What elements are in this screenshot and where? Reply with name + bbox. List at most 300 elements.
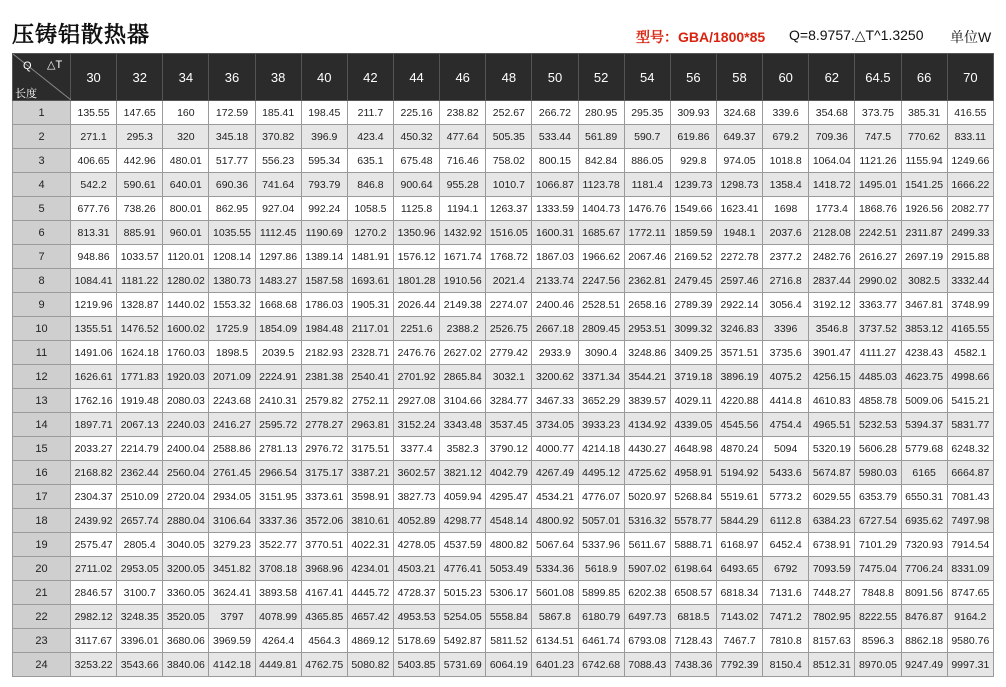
table-row xyxy=(13,605,994,629)
heat-value-cell: 5094 xyxy=(763,437,809,461)
heat-value-cell: 1926.56 xyxy=(901,197,947,221)
heat-value-cell: 3544.21 xyxy=(624,365,670,389)
heat-value-cell: 1984.48 xyxy=(301,317,347,341)
heat-value-cell: 2381.38 xyxy=(301,365,347,389)
heat-value-cell: 590.61 xyxy=(117,173,163,197)
heat-value-cell: 675.48 xyxy=(393,149,439,173)
heat-value-cell: 6508.57 xyxy=(670,581,716,605)
heat-value-cell: 2133.74 xyxy=(532,269,578,293)
heat-value-cell: 2169.52 xyxy=(670,245,716,269)
heat-value-cell: 4295.47 xyxy=(486,485,532,509)
heat-value-cell: 6180.79 xyxy=(578,605,624,629)
heat-value-cell: 3582.3 xyxy=(440,437,486,461)
heat-value-cell: 4564.3 xyxy=(301,629,347,653)
heat-value-cell: 280.95 xyxy=(578,101,624,125)
heat-value-cell: 2837.44 xyxy=(809,269,855,293)
table-row xyxy=(13,389,994,413)
heat-value-cell: 8091.56 xyxy=(901,581,947,605)
heat-value-cell: 6727.54 xyxy=(855,509,901,533)
heat-value-cell: 5674.87 xyxy=(809,461,855,485)
heat-value-cell: 2809.45 xyxy=(578,317,624,341)
heat-value-cell: 8150.4 xyxy=(763,653,809,677)
heat-value-cell: 6818.5 xyxy=(670,605,716,629)
table-row xyxy=(13,173,994,197)
heat-value-cell: 3840.06 xyxy=(163,653,209,677)
heat-value-cell: 1476.52 xyxy=(117,317,163,341)
heat-value-cell: 2400.46 xyxy=(532,293,578,317)
heat-value-cell: 5779.68 xyxy=(901,437,947,461)
heat-value-cell: 5519.61 xyxy=(716,485,762,509)
heat-value-cell: 974.05 xyxy=(716,149,762,173)
heat-value-cell: 2251.6 xyxy=(393,317,439,341)
heat-value-cell: 1898.5 xyxy=(209,341,255,365)
heat-value-cell: 1483.27 xyxy=(255,269,301,293)
heat-value-cell: 2128.08 xyxy=(809,221,855,245)
heat-value-cell: 3090.4 xyxy=(578,341,624,365)
heat-value-cell: 2697.19 xyxy=(901,245,947,269)
table-row xyxy=(13,365,994,389)
heat-value-cell: 4029.11 xyxy=(670,389,716,413)
heat-value-cell: 8512.31 xyxy=(809,653,855,677)
heat-value-cell: 4414.8 xyxy=(763,389,809,413)
heat-value-cell: 561.89 xyxy=(578,125,624,149)
heat-value-cell: 211.7 xyxy=(347,101,393,125)
heat-value-cell: 1600.31 xyxy=(532,221,578,245)
heat-value-cell: 4278.05 xyxy=(393,533,439,557)
heat-value-cell: 1380.73 xyxy=(209,269,255,293)
heat-value-cell: 5433.6 xyxy=(763,461,809,485)
heat-value-cell: 3200.62 xyxy=(532,365,578,389)
heat-value-cell: 4998.66 xyxy=(947,365,993,389)
heat-value-cell: 3409.25 xyxy=(670,341,716,365)
heat-value-cell: 2933.9 xyxy=(532,341,578,365)
heat-value-cell: 3117.67 xyxy=(71,629,117,653)
column-header-delta-t: 60 xyxy=(763,54,809,101)
heat-value-cell: 1867.03 xyxy=(532,245,578,269)
heat-value-cell: 5731.69 xyxy=(440,653,486,677)
heat-value-cell: 5867.8 xyxy=(532,605,578,629)
table-body xyxy=(13,101,994,677)
heat-value-cell: 266.72 xyxy=(532,101,578,125)
heat-value-cell: 477.64 xyxy=(440,125,486,149)
table-row xyxy=(13,557,994,581)
heat-value-cell: 2274.07 xyxy=(486,293,532,317)
heat-value-cell: 4167.41 xyxy=(301,581,347,605)
heat-value-cell: 3200.05 xyxy=(163,557,209,581)
heat-value-cell: 2595.72 xyxy=(255,413,301,437)
heat-value-cell: 5316.32 xyxy=(624,509,670,533)
heat-value-cell: 3827.73 xyxy=(393,485,439,509)
heat-value-cell: 2616.27 xyxy=(855,245,901,269)
heat-value-cell: 3396 xyxy=(763,317,809,341)
heat-value-cell: 1058.5 xyxy=(347,197,393,221)
heat-value-cell: 4548.14 xyxy=(486,509,532,533)
table-row xyxy=(13,581,994,605)
heat-value-cell: 7081.43 xyxy=(947,485,993,509)
heat-value-cell: 3032.1 xyxy=(486,365,532,389)
heat-value-cell: 3100.7 xyxy=(117,581,163,605)
heat-value-cell: 1600.02 xyxy=(163,317,209,341)
heat-value-cell: 9164.2 xyxy=(947,605,993,629)
heat-value-cell: 2880.04 xyxy=(163,509,209,533)
heat-value-cell: 2846.57 xyxy=(71,581,117,605)
heat-value-cell: 295.35 xyxy=(624,101,670,125)
heat-value-cell: 640.01 xyxy=(163,173,209,197)
heat-value-cell: 619.86 xyxy=(670,125,716,149)
heat-value-cell: 3396.01 xyxy=(117,629,163,653)
corner-q-label: Q xyxy=(23,60,32,72)
heat-value-cell: 3968.96 xyxy=(301,557,347,581)
heat-value-cell: 1495.01 xyxy=(855,173,901,197)
heat-value-cell: 6134.51 xyxy=(532,629,578,653)
heat-value-cell: 354.68 xyxy=(809,101,855,125)
heat-value-cell: 3810.61 xyxy=(347,509,393,533)
heat-value-cell: 5811.52 xyxy=(486,629,532,653)
heat-value-cell: 2701.92 xyxy=(393,365,439,389)
heat-value-cell: 4059.94 xyxy=(440,485,486,509)
heat-value-cell: 6384.23 xyxy=(809,509,855,533)
heat-value-cell: 6461.74 xyxy=(578,629,624,653)
heat-value-cell: 4256.15 xyxy=(809,365,855,389)
heat-value-cell: 1298.73 xyxy=(716,173,762,197)
heat-value-cell: 6452.4 xyxy=(763,533,809,557)
table-row xyxy=(13,509,994,533)
heat-value-cell: 6742.68 xyxy=(578,653,624,677)
heat-value-cell: 955.28 xyxy=(440,173,486,197)
heat-value-cell: 1208.14 xyxy=(209,245,255,269)
heat-value-cell: 1263.37 xyxy=(486,197,532,221)
heat-value-cell: 3104.66 xyxy=(440,389,486,413)
heat-value-cell: 3734.05 xyxy=(532,413,578,437)
heat-value-cell: 1084.41 xyxy=(71,269,117,293)
heat-value-cell: 6029.55 xyxy=(809,485,855,509)
heat-value-cell: 8596.3 xyxy=(855,629,901,653)
heat-value-cell: 185.41 xyxy=(255,101,301,125)
heat-value-cell: 4142.18 xyxy=(209,653,255,677)
row-length-cell: 15 xyxy=(13,437,71,461)
heat-value-cell: 2479.45 xyxy=(670,269,716,293)
heat-value-cell: 2328.71 xyxy=(347,341,393,365)
heat-value-cell: 846.8 xyxy=(347,173,393,197)
heat-value-cell: 2243.68 xyxy=(209,389,255,413)
heat-value-cell: 1786.03 xyxy=(301,293,347,317)
heat-value-cell: 2476.76 xyxy=(393,341,439,365)
heat-value-cell: 6112.8 xyxy=(763,509,809,533)
page-header xyxy=(0,0,1006,52)
heat-value-cell: 2080.03 xyxy=(163,389,209,413)
heat-value-cell: 4648.98 xyxy=(670,437,716,461)
column-header-delta-t: 52 xyxy=(578,54,624,101)
table-row xyxy=(13,293,994,317)
row-length-cell: 21 xyxy=(13,581,71,605)
heat-value-cell: 635.1 xyxy=(347,149,393,173)
heat-value-cell: 2377.2 xyxy=(763,245,809,269)
heat-value-cell: 3332.44 xyxy=(947,269,993,293)
row-length-cell: 24 xyxy=(13,653,71,677)
heat-value-cell: 3520.05 xyxy=(163,605,209,629)
heat-value-cell: 1491.06 xyxy=(71,341,117,365)
heat-value-cell: 2752.11 xyxy=(347,389,393,413)
heat-value-cell: 4776.41 xyxy=(440,557,486,581)
heat-value-cell: 716.46 xyxy=(440,149,486,173)
heat-value-cell: 3082.5 xyxy=(901,269,947,293)
heat-value-cell: 992.24 xyxy=(301,197,347,221)
heat-value-cell: 1553.32 xyxy=(209,293,255,317)
heat-value-cell: 5980.03 xyxy=(855,461,901,485)
heat-value-cell: 1905.31 xyxy=(347,293,393,317)
heat-value-cell: 1868.76 xyxy=(855,197,901,221)
table-row xyxy=(13,461,994,485)
heat-value-cell: 2149.38 xyxy=(440,293,486,317)
heat-value-cell: 1623.41 xyxy=(716,197,762,221)
heat-value-cell: 8476.87 xyxy=(901,605,947,629)
heat-value-cell: 3748.99 xyxy=(947,293,993,317)
heat-value-cell: 339.6 xyxy=(763,101,809,125)
heat-value-cell: 5415.21 xyxy=(947,389,993,413)
heat-value-cell: 1010.7 xyxy=(486,173,532,197)
row-length-cell: 11 xyxy=(13,341,71,365)
heat-value-cell: 3901.47 xyxy=(809,341,855,365)
heat-value-cell: 6165 xyxy=(901,461,947,485)
heat-value-cell: 1064.04 xyxy=(809,149,855,173)
heat-value-cell: 556.23 xyxy=(255,149,301,173)
heat-value-cell: 1035.55 xyxy=(209,221,255,245)
heat-value-cell: 1190.69 xyxy=(301,221,347,245)
formula-label: Q=8.9757.△T^1.3250 xyxy=(789,27,924,43)
heat-value-cell: 3343.48 xyxy=(440,413,486,437)
heat-value-cell: 2400.04 xyxy=(163,437,209,461)
heat-value-cell: 8222.55 xyxy=(855,605,901,629)
heat-value-cell: 6935.62 xyxy=(901,509,947,533)
column-header-delta-t: 40 xyxy=(301,54,347,101)
heat-value-cell: 3056.4 xyxy=(763,293,809,317)
table-row xyxy=(13,149,994,173)
heat-value-cell: 885.91 xyxy=(117,221,163,245)
heat-value-cell: 1801.28 xyxy=(393,269,439,293)
heat-value-cell: 3770.51 xyxy=(301,533,347,557)
heat-value-cell: 1671.74 xyxy=(440,245,486,269)
heat-value-cell: 5773.2 xyxy=(763,485,809,509)
heat-value-cell: 3624.41 xyxy=(209,581,255,605)
heat-value-cell: 1666.22 xyxy=(947,173,993,197)
heat-value-cell: 4052.89 xyxy=(393,509,439,533)
heat-value-cell: 2953.51 xyxy=(624,317,670,341)
heat-value-cell: 7320.93 xyxy=(901,533,947,557)
heat-value-cell: 373.75 xyxy=(855,101,901,125)
heat-value-cell: 1948.1 xyxy=(716,221,762,245)
heat-value-cell: 3571.51 xyxy=(716,341,762,365)
heat-value-cell: 2720.04 xyxy=(163,485,209,509)
heat-value-cell: 679.2 xyxy=(763,125,809,149)
heat-value-cell: 1219.96 xyxy=(71,293,117,317)
heat-value-cell: 5899.85 xyxy=(578,581,624,605)
heat-value-cell: 5306.17 xyxy=(486,581,532,605)
heat-value-cell: 3708.18 xyxy=(255,557,301,581)
heat-value-cell: 4776.07 xyxy=(578,485,624,509)
heat-value-cell: 4430.27 xyxy=(624,437,670,461)
row-length-cell: 9 xyxy=(13,293,71,317)
heat-value-cell: 6064.19 xyxy=(486,653,532,677)
heat-value-cell: 690.36 xyxy=(209,173,255,197)
heat-value-cell: 3152.24 xyxy=(393,413,439,437)
heat-value-cell: 7438.36 xyxy=(670,653,716,677)
heat-value-cell: 1249.66 xyxy=(947,149,993,173)
heat-value-cell: 7914.54 xyxy=(947,533,993,557)
heat-value-cell: 1432.92 xyxy=(440,221,486,245)
heat-value-cell: 6353.79 xyxy=(855,485,901,509)
heat-value-cell: 1910.56 xyxy=(440,269,486,293)
heat-value-cell: 2915.88 xyxy=(947,245,993,269)
row-length-cell: 4 xyxy=(13,173,71,197)
heat-value-cell: 4022.31 xyxy=(347,533,393,557)
heat-value-cell: 4725.62 xyxy=(624,461,670,485)
heat-value-cell: 1112.45 xyxy=(255,221,301,245)
heat-value-cell: 396.9 xyxy=(301,125,347,149)
heat-value-cell: 929.8 xyxy=(670,149,716,173)
heat-value-cell: 1121.26 xyxy=(855,149,901,173)
heat-value-cell: 3284.77 xyxy=(486,389,532,413)
heat-value-cell: 7088.43 xyxy=(624,653,670,677)
heat-value-cell: 3896.19 xyxy=(716,365,762,389)
heat-value-cell: 4495.12 xyxy=(578,461,624,485)
table-row xyxy=(13,125,994,149)
heat-value-cell: 3373.61 xyxy=(301,485,347,509)
heat-value-cell: 842.84 xyxy=(578,149,624,173)
column-header-delta-t: 46 xyxy=(440,54,486,101)
heat-value-cell: 3387.21 xyxy=(347,461,393,485)
heat-value-cell: 3337.36 xyxy=(255,509,301,533)
row-length-cell: 16 xyxy=(13,461,71,485)
heat-value-cell: 2362.81 xyxy=(624,269,670,293)
heat-value-cell: 2597.46 xyxy=(716,269,762,293)
heat-value-cell: 1773.4 xyxy=(809,197,855,221)
heat-output-table xyxy=(12,53,994,677)
heat-value-cell: 2526.75 xyxy=(486,317,532,341)
heat-value-cell: 3797 xyxy=(209,605,255,629)
heat-value-cell: 741.64 xyxy=(255,173,301,197)
heat-value-cell: 862.95 xyxy=(209,197,255,221)
heat-value-cell: 5057.01 xyxy=(578,509,624,533)
heat-value-cell: 2528.51 xyxy=(578,293,624,317)
heat-value-cell: 5618.9 xyxy=(578,557,624,581)
heat-value-cell: 4267.49 xyxy=(532,461,578,485)
heat-value-cell: 2410.31 xyxy=(255,389,301,413)
heat-value-cell: 9580.76 xyxy=(947,629,993,653)
table-row xyxy=(13,245,994,269)
heat-value-cell: 5831.77 xyxy=(947,413,993,437)
heat-value-cell: 5606.28 xyxy=(855,437,901,461)
table-row xyxy=(13,101,994,125)
heat-value-cell: 1587.58 xyxy=(301,269,347,293)
heat-value-cell: 3522.77 xyxy=(255,533,301,557)
heat-value-cell: 4220.88 xyxy=(716,389,762,413)
heat-value-cell: 2362.44 xyxy=(117,461,163,485)
heat-value-cell: 5394.37 xyxy=(901,413,947,437)
heat-value-cell: 1358.4 xyxy=(763,173,809,197)
table-row xyxy=(13,485,994,509)
heat-value-cell: 385.31 xyxy=(901,101,947,125)
heat-value-cell: 1418.72 xyxy=(809,173,855,197)
heat-value-cell: 1725.9 xyxy=(209,317,255,341)
heat-value-cell: 4075.2 xyxy=(763,365,809,389)
heat-value-cell: 5009.06 xyxy=(901,389,947,413)
row-length-cell: 20 xyxy=(13,557,71,581)
heat-value-cell: 450.32 xyxy=(393,125,439,149)
heat-value-cell: 8157.63 xyxy=(809,629,855,653)
heat-value-cell: 1333.59 xyxy=(532,197,578,221)
heat-value-cell: 3546.8 xyxy=(809,317,855,341)
heat-value-cell: 3853.12 xyxy=(901,317,947,341)
heat-value-cell: 1389.14 xyxy=(301,245,347,269)
heat-value-cell: 295.3 xyxy=(117,125,163,149)
heat-value-cell: 3248.86 xyxy=(624,341,670,365)
heat-value-cell: 271.1 xyxy=(71,125,117,149)
heat-value-cell: 7467.7 xyxy=(716,629,762,653)
heat-value-cell: 927.04 xyxy=(255,197,301,221)
heat-value-cell: 5611.67 xyxy=(624,533,670,557)
heat-value-cell: 2240.03 xyxy=(163,413,209,437)
heat-value-cell: 3893.58 xyxy=(255,581,301,605)
heat-value-cell: 960.01 xyxy=(163,221,209,245)
heat-value-cell: 416.55 xyxy=(947,101,993,125)
heat-value-cell: 1476.76 xyxy=(624,197,670,221)
heat-value-cell: 2242.51 xyxy=(855,221,901,245)
heat-value-cell: 2658.16 xyxy=(624,293,670,317)
heat-value-cell: 7143.02 xyxy=(716,605,762,629)
heat-value-cell: 886.05 xyxy=(624,149,670,173)
heat-value-cell: 7848.8 xyxy=(855,581,901,605)
heat-value-cell: 6738.91 xyxy=(809,533,855,557)
heat-value-cell: 2117.01 xyxy=(347,317,393,341)
column-header-delta-t: 38 xyxy=(255,54,301,101)
column-header-delta-t: 58 xyxy=(716,54,762,101)
heat-value-cell: 8747.65 xyxy=(947,581,993,605)
heat-value-cell: 6202.38 xyxy=(624,581,670,605)
heat-value-cell: 2168.82 xyxy=(71,461,117,485)
heat-value-cell: 4610.83 xyxy=(809,389,855,413)
heat-value-cell: 1181.22 xyxy=(117,269,163,293)
heat-value-cell: 3363.77 xyxy=(855,293,901,317)
heat-value-cell: 3040.05 xyxy=(163,533,209,557)
heat-value-cell: 1516.05 xyxy=(486,221,532,245)
row-length-cell: 7 xyxy=(13,245,71,269)
heat-value-cell: 833.11 xyxy=(947,125,993,149)
heat-value-cell: 1762.16 xyxy=(71,389,117,413)
heat-value-cell: 1685.67 xyxy=(578,221,624,245)
heat-value-cell: 2026.44 xyxy=(393,293,439,317)
heat-value-cell: 948.86 xyxy=(71,245,117,269)
heat-value-cell: 4449.81 xyxy=(255,653,301,677)
heat-value-cell: 4234.01 xyxy=(347,557,393,581)
heat-value-cell: 709.36 xyxy=(809,125,855,149)
heat-value-cell: 7475.04 xyxy=(855,557,901,581)
heat-value-cell: 5907.02 xyxy=(624,557,670,581)
heat-value-cell: 6818.34 xyxy=(716,581,762,605)
heat-value-cell: 1404.73 xyxy=(578,197,624,221)
heat-value-cell: 1549.66 xyxy=(670,197,716,221)
row-length-cell: 14 xyxy=(13,413,71,437)
heat-value-cell: 5015.23 xyxy=(440,581,486,605)
heat-value-cell: 1668.68 xyxy=(255,293,301,317)
heat-value-cell: 3246.83 xyxy=(716,317,762,341)
heat-value-cell: 3719.18 xyxy=(670,365,716,389)
heat-value-cell: 2716.8 xyxy=(763,269,809,293)
heat-value-cell: 2214.79 xyxy=(117,437,163,461)
heat-value-cell: 5053.49 xyxy=(486,557,532,581)
heat-value-cell: 6248.32 xyxy=(947,437,993,461)
heat-value-cell: 2927.08 xyxy=(393,389,439,413)
column-header-delta-t: 34 xyxy=(163,54,209,101)
